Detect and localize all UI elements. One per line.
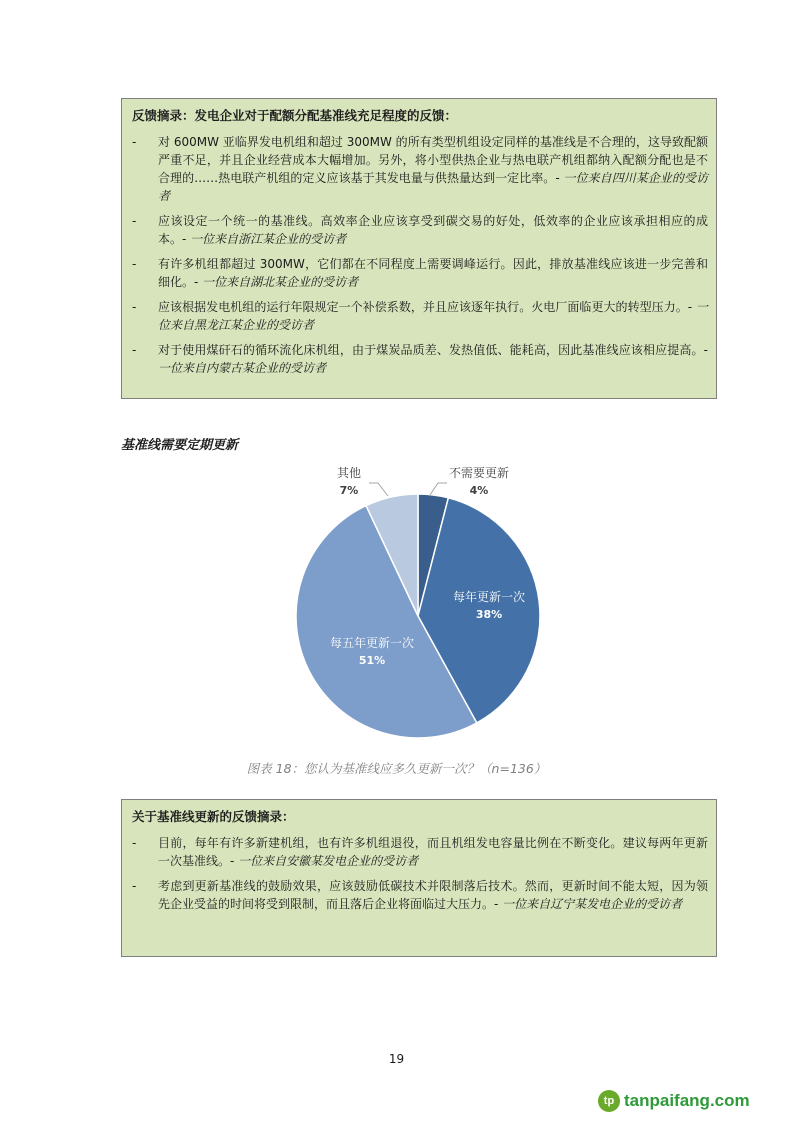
feedback-box-title: 反馈摘录：发电企业对于配额分配基准线充足程度的反馈： [132, 108, 458, 123]
site-watermark [598, 1090, 750, 1112]
slice-label: 不需要更新 [448, 466, 510, 480]
slice-label: 其他 [336, 466, 362, 480]
figure-caption: 图表 18：您认为基准线应多久更新一次？（n=136） [246, 761, 547, 776]
feedback-text: 对 600MW 亚临界发电机组和超过 300MW 的所有类型机组设定同样的基准线是不合理的，这导致配额严重不足，并且企业经营成本大幅增加。另外，将小型供热企业与热电联产机组都纳入配额分配也是不合理的……热电联产机组的定义应该基于其发电量与供热量达到一定比率。- [158, 135, 708, 185]
feedback-text: 考虑到更新基准线的鼓励效果，应该鼓励低碳技术并限制落后技术。然而，更新时间不能太短，因为领先企业受益的时间将受到限制，而且落后企业将面临过大压力。- [158, 879, 708, 911]
feedback-text: 对于使用煤矸石的循环流化床机组，由于煤炭品质差、发热值低、能耗高，因此基准线应该相应提高。- [158, 343, 708, 357]
slice-percent-label: 38% [475, 608, 503, 621]
feedback-source: 一位来自辽宁某发电企业的受访者 [502, 897, 683, 911]
bullet-dash: - [132, 300, 137, 314]
feedback-source: 一位来自黑龙江某企业的受访者 [158, 300, 708, 332]
feedback-source: 一位来自湖北某企业的受访者 [202, 275, 359, 289]
feedback-text: 目前，每年有许多新建机组，也有许多机组退役，而且机组发电容量比例在不断变化。建议每两年更新一次基准线。- [158, 836, 708, 868]
feedback-box-baseline-update [121, 799, 717, 957]
feedback-source: 一位来自四川某企业的受访者 [158, 171, 708, 203]
slice-percent-label: 7% [339, 484, 359, 497]
feedback-item [130, 834, 708, 870]
leader-line [369, 483, 388, 496]
bullet-dash: - [132, 214, 137, 228]
page-number: 19 [388, 1052, 405, 1066]
bullet-dash: - [132, 879, 137, 893]
feedback-source: 一位来自内蒙古某企业的受访者 [158, 361, 327, 375]
leader-line [430, 483, 447, 495]
feedback-source: 一位来自浙江某企业的受访者 [190, 232, 347, 246]
feedback-text: 有许多机组都超过 300MW，它们都在不同程度上需要调峰运行。因此，排放基准线应该进一步完善和细化。- [158, 257, 708, 289]
feedback-source: 一位来自安徽某发电企业的受访者 [238, 854, 419, 868]
logo-icon: tp [598, 1090, 620, 1112]
bullet-dash: - [132, 836, 137, 850]
chart-heading: 基准线需要定期更新 [121, 438, 239, 453]
slice-label: 每年更新一次 [452, 590, 526, 604]
feedback-text: 应该根据发电机组的运行年限规定一个补偿系数，并且应该逐年执行。火电厂面临更大的转型压力。- [158, 300, 696, 314]
logo-text: tanpaifang.com [624, 1091, 750, 1110]
bullet-dash: - [132, 343, 137, 357]
bullet-dash: - [132, 135, 137, 149]
bullet-dash: - [132, 257, 137, 271]
feedback-box-title: 关于基准线更新的反馈摘录： [132, 809, 295, 824]
slice-percent-label: 51% [358, 654, 386, 667]
feedback-text: 应该设定一个统一的基准线。高效率企业应该享受到碳交易的好处，低效率的企业应该承担相应的成本。- [158, 214, 708, 246]
slice-label: 每五年更新一次 [329, 636, 415, 650]
feedback-item [130, 877, 708, 913]
slice-percent-label: 4% [469, 484, 489, 497]
